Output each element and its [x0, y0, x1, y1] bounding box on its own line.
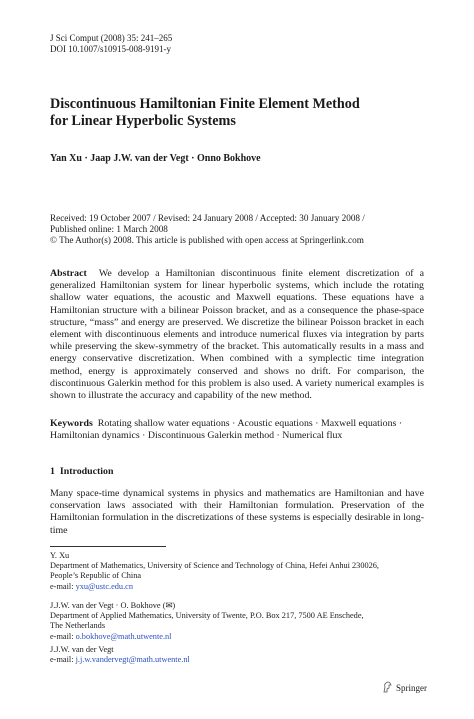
author-list: Yan Xu · Jaap J.W. van der Vegt · Onno Bokhove	[50, 153, 261, 164]
section-heading	[50, 466, 113, 477]
journal-info	[50, 33, 172, 55]
keywords	[50, 418, 424, 442]
keywords-text: Rotating shallow water equations · Acoustic equations · Maxwell equations · Hamiltonian dynamics · Discontinuous Galerkin method · Numerical flux	[50, 418, 403, 442]
abstract	[50, 268, 424, 402]
copyright-line: © The Author(s) 2008. This article is published with open access at Springerlink.com	[50, 235, 364, 245]
email-label: e-mail:	[50, 631, 74, 641]
footnote-rule	[50, 546, 166, 547]
footnote-xu-email-line	[50, 582, 379, 592]
footnote-vegt-email-line	[50, 655, 190, 665]
footnote-bokhove-email-line	[50, 632, 364, 642]
footnote-vegt-name: J.J.W. van der Vegt	[50, 645, 114, 654]
footnote-vegt-bokhove-affil-1: Department of Applied Mathematics, University of Twente, P.O. Box 217, 7500 AE Enschede,	[50, 611, 364, 621]
journal-citation: J Sci Comput (2008) 35: 241–265	[50, 33, 173, 43]
footnote-vegt-bokhove	[50, 601, 364, 642]
publication-dates	[50, 213, 365, 246]
footnote-vegt-bokhove-affil-2: The Netherlands	[50, 621, 106, 631]
footnote-vegt-bokhove-name: J.J.W. van der Vegt · O. Bokhove (✉)	[50, 601, 176, 610]
dates-line-2: Published online: 1 March 2008	[50, 224, 168, 234]
abstract-heading: Abstract	[50, 268, 87, 279]
section-number: 1	[50, 466, 55, 477]
journal-doi: DOI 10.1007/s10915-008-9191-y	[50, 44, 171, 54]
dates-line-1: Received: 19 October 2007 / Revised: 24 January 2008 / Accepted: 30 January 2008 /	[50, 213, 365, 223]
email-link-vegt[interactable]: j.j.w.vandervegt@math.utwente.nl	[75, 655, 190, 665]
publisher-logo	[382, 681, 427, 695]
section-title: Introduction	[59, 466, 114, 477]
abstract-text: We develop a Hamiltonian discontinuous finite element discretization of a generalized Hamiltonian system for linear hyperbolic systems, which include the rotating shallow water equations, the acoustic and Maxwell equations. These equations have a Hamiltonian structure with a bilinear Poisson bracket, and as a consequence the phase-space structure, “mass” and energy are preserved. We discretize the bilinear Poisson bracket in each element with discontinuous elements and introduce numerical fluxes via integration by parts while preserving the skew-symmetry of the bracket. This automatically results in a mass and energy conservative discretization. When combined with a symplectic time integration method, energy is approximately conserved and shows no drift. For comparison, the discontinuous Galerkin method for this problem is also used. A variety numerical examples is shown to illustrate the accuracy and capability of the new method.	[50, 268, 424, 402]
email-label: e-mail:	[50, 581, 74, 591]
footnote-xu	[50, 551, 379, 592]
springer-horse-icon	[382, 681, 393, 695]
title-line-1: Discontinuous Hamiltonian Finite Element Method	[50, 96, 360, 112]
keywords-heading: Keywords	[50, 418, 93, 429]
footnote-xu-affil-1: Department of Mathematics, University of Science and Technology of China, Hefei Anhui 230026,	[50, 561, 379, 571]
footnote-xu-affil-2: People’s Republic of China	[50, 571, 142, 581]
paper-title	[50, 96, 430, 130]
email-link-bokhove[interactable]: o.bokhove@math.utwente.nl	[75, 631, 172, 641]
title-line-2: for Linear Hyperbolic Systems	[50, 113, 236, 129]
footnote-vegt	[50, 645, 190, 665]
footnote-xu-name: Y. Xu	[50, 551, 70, 560]
email-link-xu[interactable]: yxu@ustc.edu.cn	[75, 581, 133, 591]
publisher-name: Springer	[396, 683, 427, 693]
email-label: e-mail:	[50, 655, 74, 665]
intro-paragraph: Many space-time dynamical systems in physics and mathematics are Hamiltonian and have conservation laws associated with their Hamiltonian formulation. Preservation of the Hamiltonian formulation in the discretizations of these systems is especially desirable in long-time	[50, 488, 424, 536]
